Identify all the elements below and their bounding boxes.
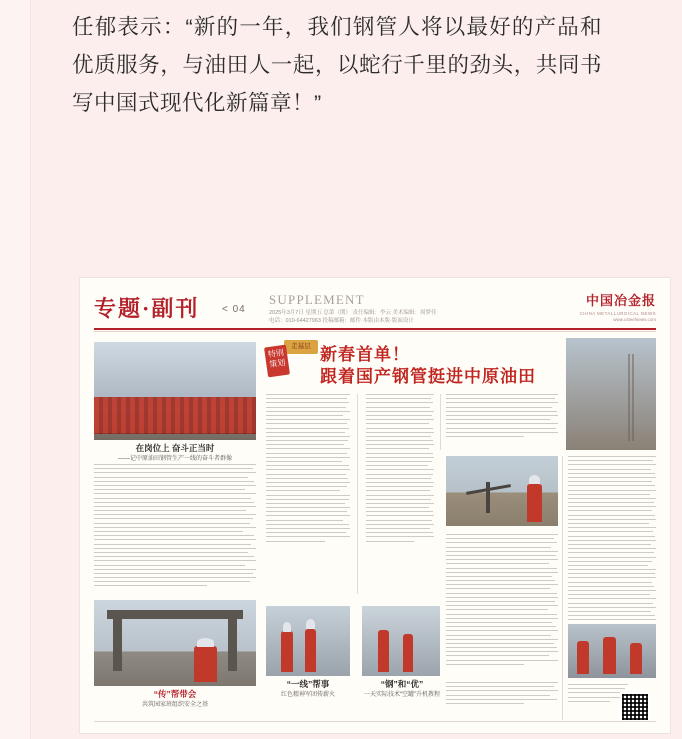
photo-training: [266, 606, 350, 676]
stamp-text: 特别策划: [267, 348, 286, 370]
caption-training-title: “一线”帮事: [286, 679, 330, 689]
caption-inspection: [356, 680, 448, 700]
text-column-1: [266, 394, 350, 594]
column-divider-2: [440, 394, 441, 450]
worker-figure: [403, 634, 414, 672]
newspaper-content: [94, 288, 656, 728]
article-paragraph: [72, 8, 602, 122]
newspaper-masthead: [94, 288, 656, 330]
worker-figure: [194, 646, 217, 682]
newspaper-page-image[interactable]: [80, 278, 670, 733]
brand-url: www.csteelnews.com: [613, 317, 656, 322]
worker-figure: [378, 630, 389, 672]
page-left-margin: [0, 0, 31, 739]
column-divider-3: [562, 456, 563, 720]
caption-training-sub: 红色精神军团传薪火: [280, 692, 335, 698]
ribbon-label: [284, 340, 318, 354]
photo-meeting: [568, 624, 656, 678]
text-column-7: [568, 684, 628, 718]
brand-name-en: CHINA METALLURGICAL NEWS: [579, 311, 656, 316]
headline-line-1: 新春首单！: [320, 345, 410, 364]
page-number: < 04: [222, 304, 246, 315]
supplement-label: SUPPLEMENT: [269, 292, 365, 307]
worker-figure: [305, 629, 317, 672]
caption-training: [260, 680, 356, 700]
footer-divider: [94, 721, 656, 722]
masthead-meta-line1: 2025年3月7日 星期五 总第（期） 责任编辑：李云 美术编辑：周梦佳: [269, 310, 437, 316]
photo-group-ceremony: [94, 342, 256, 440]
crowd-figures: [94, 397, 256, 434]
headline-line-2: 跟着国产钢管挺进中原油田: [320, 367, 536, 386]
text-column-3: [446, 394, 558, 450]
photo-caption-bar: [94, 433, 256, 440]
caption-ceremony: [94, 444, 256, 464]
caption-inspection-sub: 一天实际技术“空罐”升机教程: [364, 692, 440, 698]
worker-figure: [577, 641, 589, 674]
qr-code[interactable]: [620, 692, 650, 722]
photo-pumpjack: [446, 456, 558, 526]
caption-ceremony-title: 在岗位上 奋斗正当时: [135, 443, 215, 453]
worker-figure: [603, 637, 615, 674]
masthead-divider: [94, 328, 656, 330]
brand-name-cn: 中国冶金报: [585, 293, 656, 308]
caption-gantry: [94, 690, 256, 710]
photo-gantry-crane: [94, 600, 256, 686]
worker-figure: [630, 643, 642, 674]
photo-derrick: [566, 338, 656, 450]
newspaper-brand: [580, 290, 656, 322]
text-column-6: [446, 682, 558, 718]
masthead-meta: [269, 309, 499, 325]
masthead-meta-line2: 电话：010-64427963 投稿邮箱：邮件 本版由本版·版面设计: [269, 318, 414, 324]
text-column-2: [366, 394, 434, 594]
worker-figure: [281, 631, 293, 672]
newspaper-body: [94, 338, 656, 728]
headline-badge: [264, 340, 316, 386]
article-paragraph-text: 任郁表示：“新的一年，我们钢管人将以最好的产品和优质服务，与油田人一起，以蛇行千里的劲头，共同书写中国式现代化新篇章！”: [72, 15, 602, 115]
caption-gantry-title: “传”帮带会: [153, 689, 197, 699]
worker-figure: [527, 484, 543, 523]
text-column-5: [568, 456, 656, 720]
caption-gantry-sub: 共筑园家班组织安全之基: [141, 702, 208, 708]
masthead-divider-thin: [94, 331, 656, 332]
caption-inspection-title: “钢”和“优”: [380, 679, 424, 689]
stamp-label: [264, 345, 290, 378]
derrick-structure: [620, 354, 642, 441]
caption-ceremony-sub: ——记中原油田钢管生产一线的奋斗者群像: [117, 456, 232, 462]
ribbon-text: 走基层: [291, 343, 311, 350]
main-headline: [264, 338, 564, 390]
photo-inspection: [362, 606, 440, 676]
section-title: 专题·副刊: [94, 296, 200, 321]
pumpjack-unit: [466, 482, 511, 514]
column-divider-1: [357, 394, 358, 594]
